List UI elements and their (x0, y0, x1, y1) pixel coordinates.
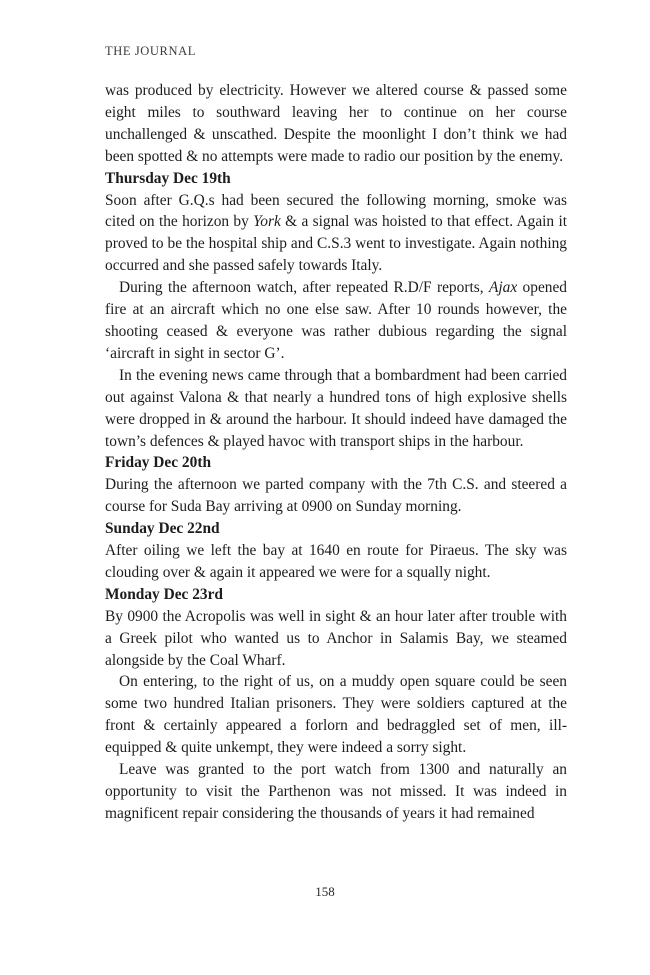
ship-name: Ajax (488, 279, 518, 297)
entry-date-heading: Sunday Dec 22nd (105, 520, 220, 538)
page-number: 158 (315, 884, 335, 899)
body-paragraph (105, 606, 567, 672)
entry-date-heading: Monday Dec 23rd (105, 585, 223, 603)
text-run: In the evening news came through that a bombardment had been carried out against Valona & that nearly a hundred tons of high explosive shells were dropped in & around the harbour. It should indeed have damaged the town’s defences & played havoc with transport ships in the harbour. (105, 366, 567, 450)
body-paragraph (105, 759, 567, 825)
body-paragraph (105, 540, 567, 584)
text-run: After oiling we left the bay at 1640 en route for Piraeus. The sky was clouding over & again it appeared we were for a squally night. (105, 542, 567, 581)
body-paragraph (105, 80, 567, 168)
text-run: During the afternoon watch, after repeated R.D/F reports, (119, 279, 489, 297)
ship-name: York (253, 213, 281, 231)
body-paragraph (105, 671, 567, 759)
body-paragraph (105, 365, 567, 453)
text-run: Leave was granted to the port watch from 1300 and naturally an opportunity to visit the Parthenon was not missed. It was indeed in magnificent repair considering the thousands of years it had remained (105, 761, 567, 822)
text-run: Soon after G.Q.s had been secured the following morning, smoke was cited on the horizon by (105, 191, 567, 231)
body-paragraph (105, 474, 567, 518)
text-run: was produced by electricity. However we altered course & passed some eight miles to southward leaving her to continue on her course unchallenged & unscathed. Despite the moonlight I don’t think we had been spotted & no attempts were made to radio our position by the enemy. (105, 82, 567, 165)
text-run: By 0900 the Acropolis was well in sight & an hour later after trouble with a Greek pilot who wanted us to Anchor in Salamis Bay, we steamed alongside by the Coal Wharf. (105, 607, 567, 669)
text-run: opened fire at an aircraft which no one else saw. After 10 rounds however, the shooting ceased & everyone was rather dubious regarding the signal ‘aircraft in sight in sector G’. (105, 279, 567, 362)
body-text (105, 80, 567, 825)
text-run: & a signal was hoisted to that effect. Again it proved to be the hospital ship and C.S.3 went to investigate. Again nothing occurred and she passed safely towards Italy. (105, 213, 568, 275)
running-head: THE JOURNAL (105, 44, 196, 58)
text-run: On entering, to the right of us, on a muddy open square could be seen some two hundred Italian prisoners. They were soldiers captured at the front & certainly appeared a forlorn and bedraggled set of men, ill-equipped & quite unkempt, they were indeed a sorry sight. (105, 673, 567, 757)
entry-date-heading: Thursday Dec 19th (105, 169, 231, 187)
body-paragraph (105, 190, 567, 278)
body-paragraph (105, 277, 567, 365)
text-run: During the afternoon we parted company with the 7th C.S. and steered a course for Suda Bay arriving at 0900 on Sunday morning. (105, 476, 567, 516)
entry-date-heading: Friday Dec 20th (105, 454, 212, 472)
